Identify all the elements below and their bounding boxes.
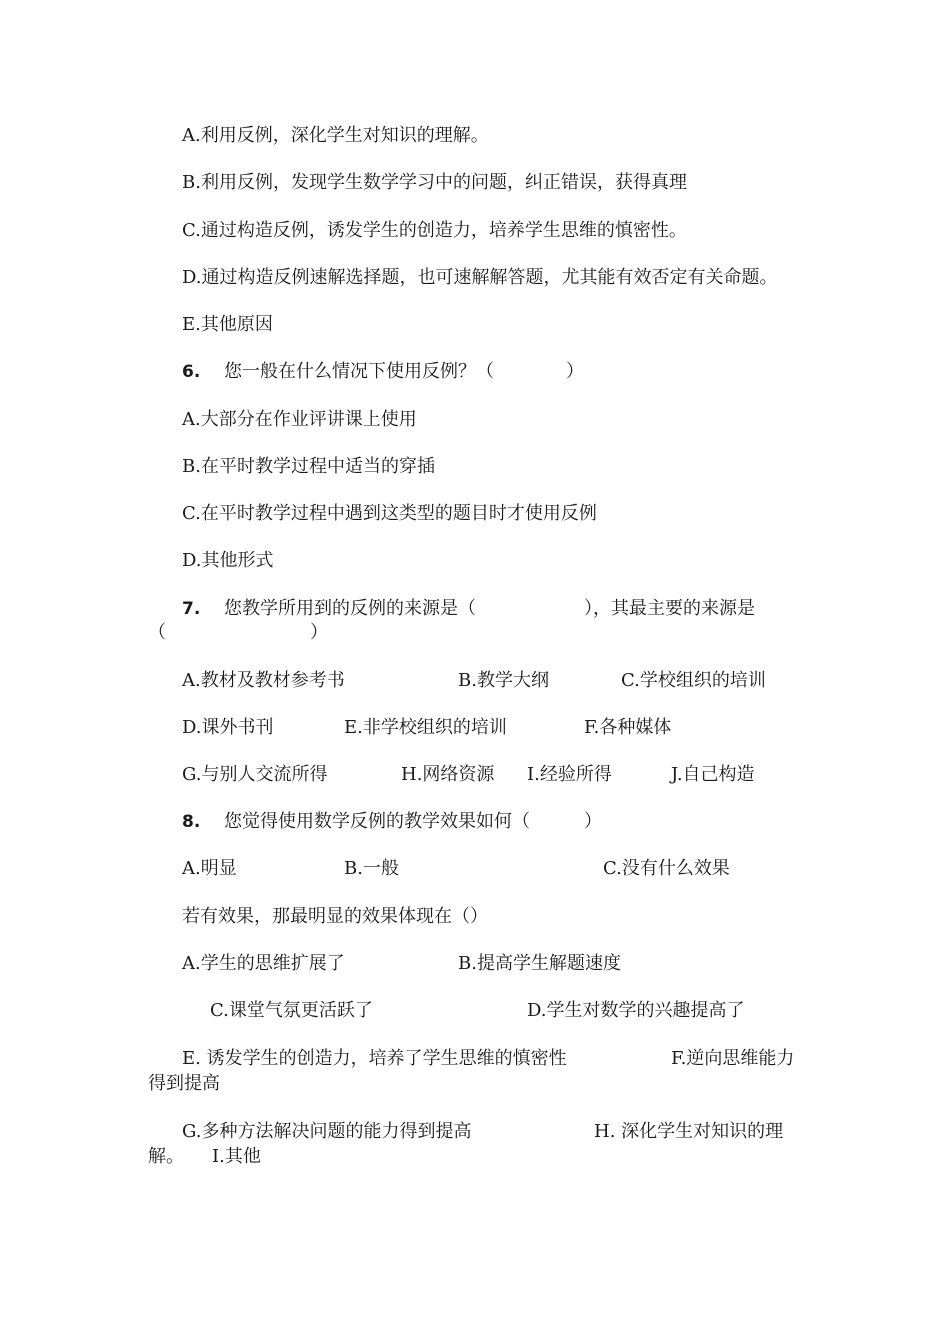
q6-option-c: C.在平时教学过程中遇到这类型的题目时才使用反例 bbox=[182, 503, 597, 524]
q8-option-a: A.明显 bbox=[182, 858, 237, 879]
q7-option-a: A.教材及教材参考书 bbox=[182, 670, 345, 691]
q7-option-b: B.教学大纲 bbox=[458, 670, 549, 691]
q5-option-d: D.通过构造反例速解选择题，也可速解解答题，尤其能有效否定有关命题。 bbox=[182, 267, 778, 288]
q7-option-d: D.课外书刊 bbox=[182, 717, 274, 738]
question-7-number: 7. bbox=[182, 599, 201, 619]
question-7-text-continued: （ ） bbox=[148, 622, 328, 643]
q7-option-g: G.与别人交流所得 bbox=[182, 764, 328, 785]
q6-option-d: D.其他形式 bbox=[182, 550, 274, 571]
q8-followup: 若有效果，那最明显的效果体现在（） bbox=[182, 906, 488, 927]
q6-option-a: A.大部分在作业评讲课上使用 bbox=[182, 409, 417, 430]
q5-option-a: A.利用反例，深化学生对知识的理解。 bbox=[182, 125, 489, 146]
q8-effect-g: G.多种方法解决问题的能力得到提高 bbox=[182, 1121, 472, 1142]
question-8-number: 8. bbox=[182, 812, 201, 832]
question-6-number: 6. bbox=[182, 362, 201, 382]
q6-option-b: B.在平时教学过程中适当的穿插 bbox=[182, 456, 435, 477]
q8-effect-e: E. 诱发学生的创造力，培养了学生思维的慎密性 bbox=[182, 1048, 567, 1069]
question-8-text: 您觉得使用数学反例的教学效果如何（ ） bbox=[224, 811, 603, 832]
q8-effect-h: H. 深化学生对知识的理 bbox=[594, 1121, 784, 1142]
q7-option-j: J.自己构造 bbox=[671, 764, 755, 785]
q8-option-b: B.一般 bbox=[344, 858, 399, 879]
question-6 bbox=[182, 360, 584, 384]
q7-option-e: E.非学校组织的培训 bbox=[344, 717, 507, 738]
q8-effect-f-continued: 得到提高 bbox=[148, 1073, 220, 1094]
q7-option-i: I.经验所得 bbox=[527, 764, 612, 785]
question-7 bbox=[182, 597, 755, 621]
q8-option-c: C.没有什么效果 bbox=[603, 858, 730, 879]
q8-effect-i: I.其他 bbox=[212, 1146, 261, 1167]
q5-option-c: C.通过构造反例，诱发学生的创造力，培养学生思维的慎密性。 bbox=[182, 220, 687, 241]
q8-effect-c: C.课堂气氛更活跃了 bbox=[210, 1000, 373, 1021]
q7-option-c: C.学校组织的培训 bbox=[621, 670, 766, 691]
question-6-text: 您一般在什么情况下使用反例？（ ） bbox=[224, 361, 585, 382]
q8-effect-h-continued: 解。 bbox=[148, 1146, 184, 1167]
q8-effect-a: A.学生的思维扩展了 bbox=[182, 953, 345, 974]
q7-option-h: H.网络资源 bbox=[401, 764, 495, 785]
question-8 bbox=[182, 810, 602, 834]
q8-effect-d: D.学生对数学的兴趣提高了 bbox=[527, 1000, 745, 1021]
question-7-text: 您教学所用到的反例的来源是（ ），其最主要的来源是 bbox=[224, 598, 756, 619]
q8-effect-b: B.提高学生解题速度 bbox=[458, 953, 621, 974]
q7-option-f: F.各种媒体 bbox=[584, 717, 672, 738]
q5-option-e: E.其他原因 bbox=[182, 314, 273, 335]
q5-option-b: B.利用反例，发现学生数学学习中的问题，纠正错误，获得真理 bbox=[182, 172, 687, 193]
q8-effect-f: F.逆向思维能力 bbox=[671, 1048, 795, 1069]
